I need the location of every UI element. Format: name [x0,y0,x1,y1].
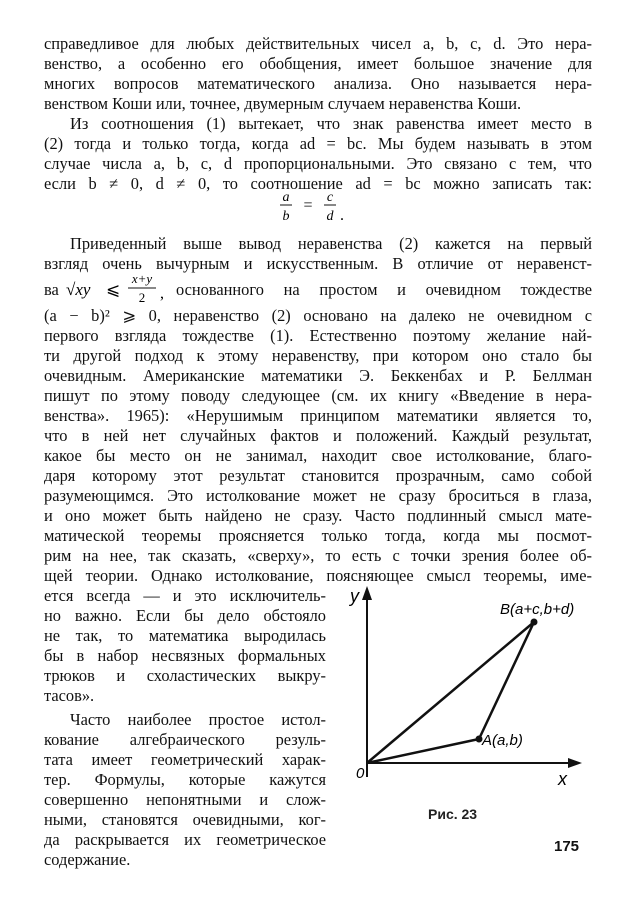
origin-label: 0 [356,765,365,782]
text-line: бы в набор несвязных формальных [44,646,326,665]
figure-caption: Рис. 23 [428,806,478,822]
text-line: рим на нее, так сказать, «сверху», то есть с точки зрения более об- [44,546,592,565]
text-line: венство, а особенно его обобщения, имеет большое значение для [44,54,592,73]
text-line: щей теории. Однако истолкование, поясняющее смысл теоремы, име- [44,566,592,585]
text-line: содержание. [44,850,131,869]
x-axis-arrow-icon [568,758,582,768]
point-b-label: B(a+c,b+d) [500,601,575,618]
text-line: даря которому этот результат становится прозрачным, само собой [44,466,592,485]
y-axis-arrow-icon [362,586,372,600]
text-line: венством Коши или, точнее, двумерным случаем неравенства Коши. [44,94,522,113]
formula-equals: = [303,197,313,214]
text-line: случае числа a, b, c, d пропорциональными. Это связано с тем, что [44,154,592,173]
x-axis-label: x [558,769,567,789]
text-line: многих вопросов математического анализа. Оно называется нера- [44,74,592,93]
text-line: ется всегда — и это исключитель- [44,586,326,605]
text-line: тасов». [44,686,95,705]
text-line: что в ней нет случайных фактов и положений. Каждый результат, [44,426,592,445]
text-line: (a − b)² ⩾ 0, неравенство (2) основано на далеко не очевидном с [44,306,592,325]
text-line: трюков и схоластических выкру- [44,666,326,685]
text-line: первого взгляда тождестве (1). Естественно поэтому желание най- [44,326,592,345]
text-line: основанного на простом и очевидном тождестве [176,280,592,299]
text-line: разумеющимся. Это истолкование может не сразу броситься в глаза, [44,486,592,505]
text-line: кование алгебраического резуль- [44,730,326,749]
text-line: тер. Формулы, которые кажутся [44,770,326,789]
sqrt-xy: √xy [66,280,91,299]
point-a-label: A(a,b) [482,732,523,749]
text-line: Приведенный выше вывод неравенства (2) кажется на первый [70,234,592,253]
proportion-formula [270,186,370,226]
text-line: ва [44,280,59,299]
formula-num-a: a [282,190,290,205]
le-sign: ⩽ [106,280,121,300]
text-line: пишут по этому поводу следующее (см. их книгу «Введение в нера- [44,386,592,405]
text-line: не так, то математика выродилась [44,626,326,645]
text-line: и оно может быть найдено не сразу. Часто подлинный смысл мате- [44,506,592,525]
text-line: справедливое для любых действительных чисел a, b, c, d. Это нера- [44,34,592,53]
text-line: какое бы место он не занимал, находит свое истолкование, благо- [44,446,592,465]
text-line: да раскрывается их геометрическое [44,830,326,849]
figure-23-diagram [340,582,588,792]
point-b-dot [531,619,538,626]
text-line: венства». 1965): «Нерушимым принципом математики является то, [44,406,592,425]
ineq-comma: , [160,285,164,302]
text-line: Часто наиболее простое истол- [70,710,326,729]
text-line: совершенно непонятными и слож- [44,790,326,809]
text-line: (2) тогда и только тогда, когда ad = bc. Мы будем называть в этом [44,134,592,153]
text-line: взгляд очень вычурным и искусственным. В отличие от неравенст- [44,254,592,273]
segment-ab [479,622,534,739]
text-line: но важно. Если бы дело обстояло [44,606,326,625]
text-line: очевидным. Американские математики Э. Беккенбах и Р. Беллман [44,366,592,385]
formula-den-b: b [282,209,290,224]
text-line: матической теоремы проясняется только тогда, когда мы посмот- [44,526,592,545]
segment-oa [367,739,479,763]
y-axis-label: y [350,586,359,606]
ineq-den: 2 [138,290,146,305]
formula-den-d: d [326,209,334,224]
text-line: ти другой подход к этому неравенству, при котором оно стало бы [44,346,592,365]
text-line: тата имеет геометрический харак- [44,750,326,769]
text-line: ными, становятся очевидными, ког- [44,810,326,829]
formula-period: . [340,207,344,224]
text-line: Из соотношения (1) вытекает, что знак равенства имеет место в [70,114,592,133]
ineq-num: x+y [131,271,153,286]
page-number: 175 [554,838,580,855]
inline-inequality [66,268,170,306]
formula-num-c: c [326,190,334,205]
text-line: если b ≠ 0, d ≠ 0, то соотношение ad = bc можно записать так: [44,174,592,193]
